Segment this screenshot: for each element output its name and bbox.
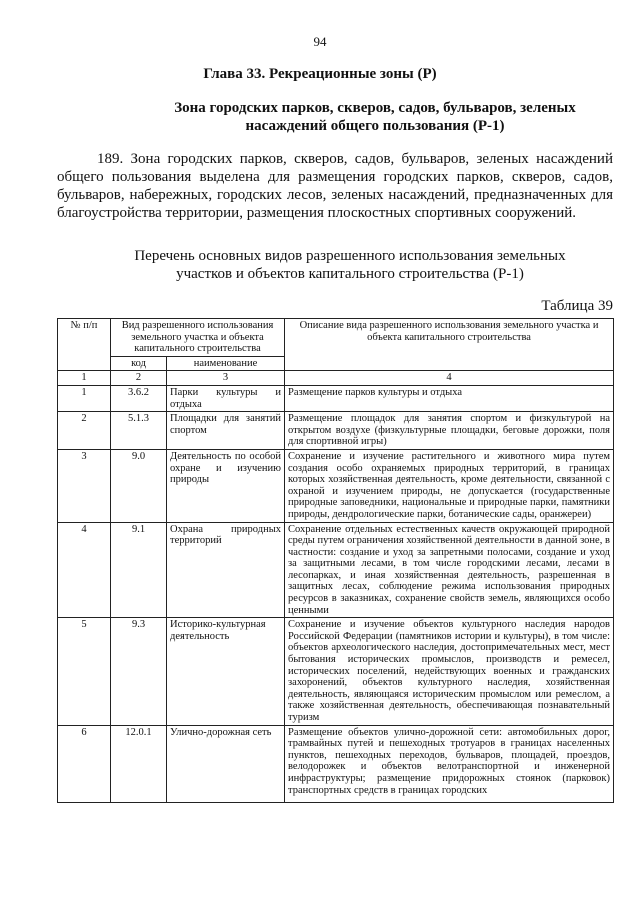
use-description: Сохранение и изучение объектов культурного наследия народов Российской Федерации (памятников истории и культуры), в том числе: объектов археологического наследия, достопримечательных мест, мест бытования исторических промыслов, производств и ремесел, исторических поселений, недействующих военных и гражданских захоронений, объектов культурного наследия, хозяйственная деятельность, являющаяся историческим промыслом или ремеслом, а также хозяйственная деятельность, обеспечивающая познавательный туризм <box>285 618 614 725</box>
row-number: 5 <box>58 618 111 725</box>
permitted-use-table <box>57 318 614 803</box>
table-row <box>58 385 614 411</box>
use-name: Парки культуры и отдыха <box>167 385 285 411</box>
use-description: Размещение объектов улично-дорожной сети: автомобильных дорог, трамвайных путей и пешеходных тротуаров в границах населенных пунктов, пешеходных переходов, бульваров, площадей, проездов, велодорожек и объектов велотранспортной и инженерной инфраструктуры; размещение придорожных стоянок (парковок) транспортных средств в границах городских <box>288 726 611 796</box>
use-code: 9.0 <box>111 449 167 522</box>
use-code: 9.3 <box>111 618 167 725</box>
table-row <box>58 725 614 802</box>
table-row <box>58 618 614 725</box>
header-kind: Вид разрешенного использования земельного участка и объекта капитального строительства <box>111 319 285 357</box>
table-header-row <box>58 319 614 357</box>
header-code: код <box>111 356 167 371</box>
use-name: Площадки для занятий спортом <box>167 412 285 450</box>
row-number: 6 <box>58 725 111 802</box>
page-number: 94 <box>313 34 327 49</box>
column-number: 1 <box>58 371 111 386</box>
use-description-cell <box>285 725 614 802</box>
use-description: Сохранение отдельных естественных качеств окружающей природной среды путем ограничения хозяйственной деятельности в данной зоне, в частности: создание и уход за запретными полосами, создание и уход за защитными лесами, в том числе городскими лесами, лесами в лесопарках, и иная хозяйственная деятельность, разрешенная в защитных лесах, соблюдение режима использования природных ресурсов в заказниках, сохранение свойств земель, являющихся особо ценными <box>285 522 614 618</box>
row-number: 4 <box>58 522 111 618</box>
zone-title: Зона городских парков, скверов, садов, бульваров, зеленых насаждений общего пользования (Р-1) <box>174 100 576 134</box>
column-number: 3 <box>167 371 285 386</box>
table-row <box>58 449 614 522</box>
table-label: Таблица 39 <box>541 298 613 314</box>
use-name: Историко-культурная деятельность <box>167 618 285 725</box>
table-row <box>58 522 614 618</box>
table-row <box>58 412 614 450</box>
header-name: наименование <box>167 356 285 371</box>
column-number: 4 <box>285 371 614 386</box>
use-name: Охрана природных территорий <box>167 522 285 618</box>
zone-description-paragraph: 189. Зона городских парков, скверов, садов, бульваров, зеленых насаждений общего пользования выделена для размещения городских парков, скверов, садов, бульваров, набережных, городских лесов, зеленых насаждений, предназначенных для благоустройства территории, размещения плоскостных спортивных сооружений. <box>57 151 613 221</box>
use-name: Улично-дорожная сеть <box>167 725 285 802</box>
use-name: Деятельность по особой охране и изучению природы <box>167 449 285 522</box>
use-code: 3.6.2 <box>111 385 167 411</box>
use-description: Размещение парков культуры и отдыха <box>285 385 614 411</box>
list-title: Перечень основных видов разрешенного использования земельных участков и объектов капитального строительства (Р-1) <box>134 248 566 282</box>
chapter-title: Глава 33. Рекреационные зоны (Р) <box>203 66 437 82</box>
use-code: 9.1 <box>111 522 167 618</box>
use-code: 12.0.1 <box>111 725 167 802</box>
row-number: 2 <box>58 412 111 450</box>
use-description: Размещение площадок для занятия спортом и физкультурой на открытом воздухе (физкультурные площадки, беговые дорожки, поля для спортивной игры) <box>285 412 614 450</box>
row-number: 3 <box>58 449 111 522</box>
use-description: Сохранение и изучение растительного и животного мира путем создания особо охраняемых природных территорий, в границах которых хозяйственная деятельность, кроме деятельности, связанной с охраной и изучением природы, не допускается (государственные природные заповедники, национальные и природные парки, памятники природы, дендрологические парки, ботанические сады, оранжереи) <box>285 449 614 522</box>
header-num: № п/п <box>58 319 111 371</box>
use-code: 5.1.3 <box>111 412 167 450</box>
header-desc: Описание вида разрешенного использования земельного участка и объекта капитального строительства <box>285 319 614 371</box>
column-number-row <box>58 371 614 386</box>
row-number: 1 <box>58 385 111 411</box>
column-number: 2 <box>111 371 167 386</box>
